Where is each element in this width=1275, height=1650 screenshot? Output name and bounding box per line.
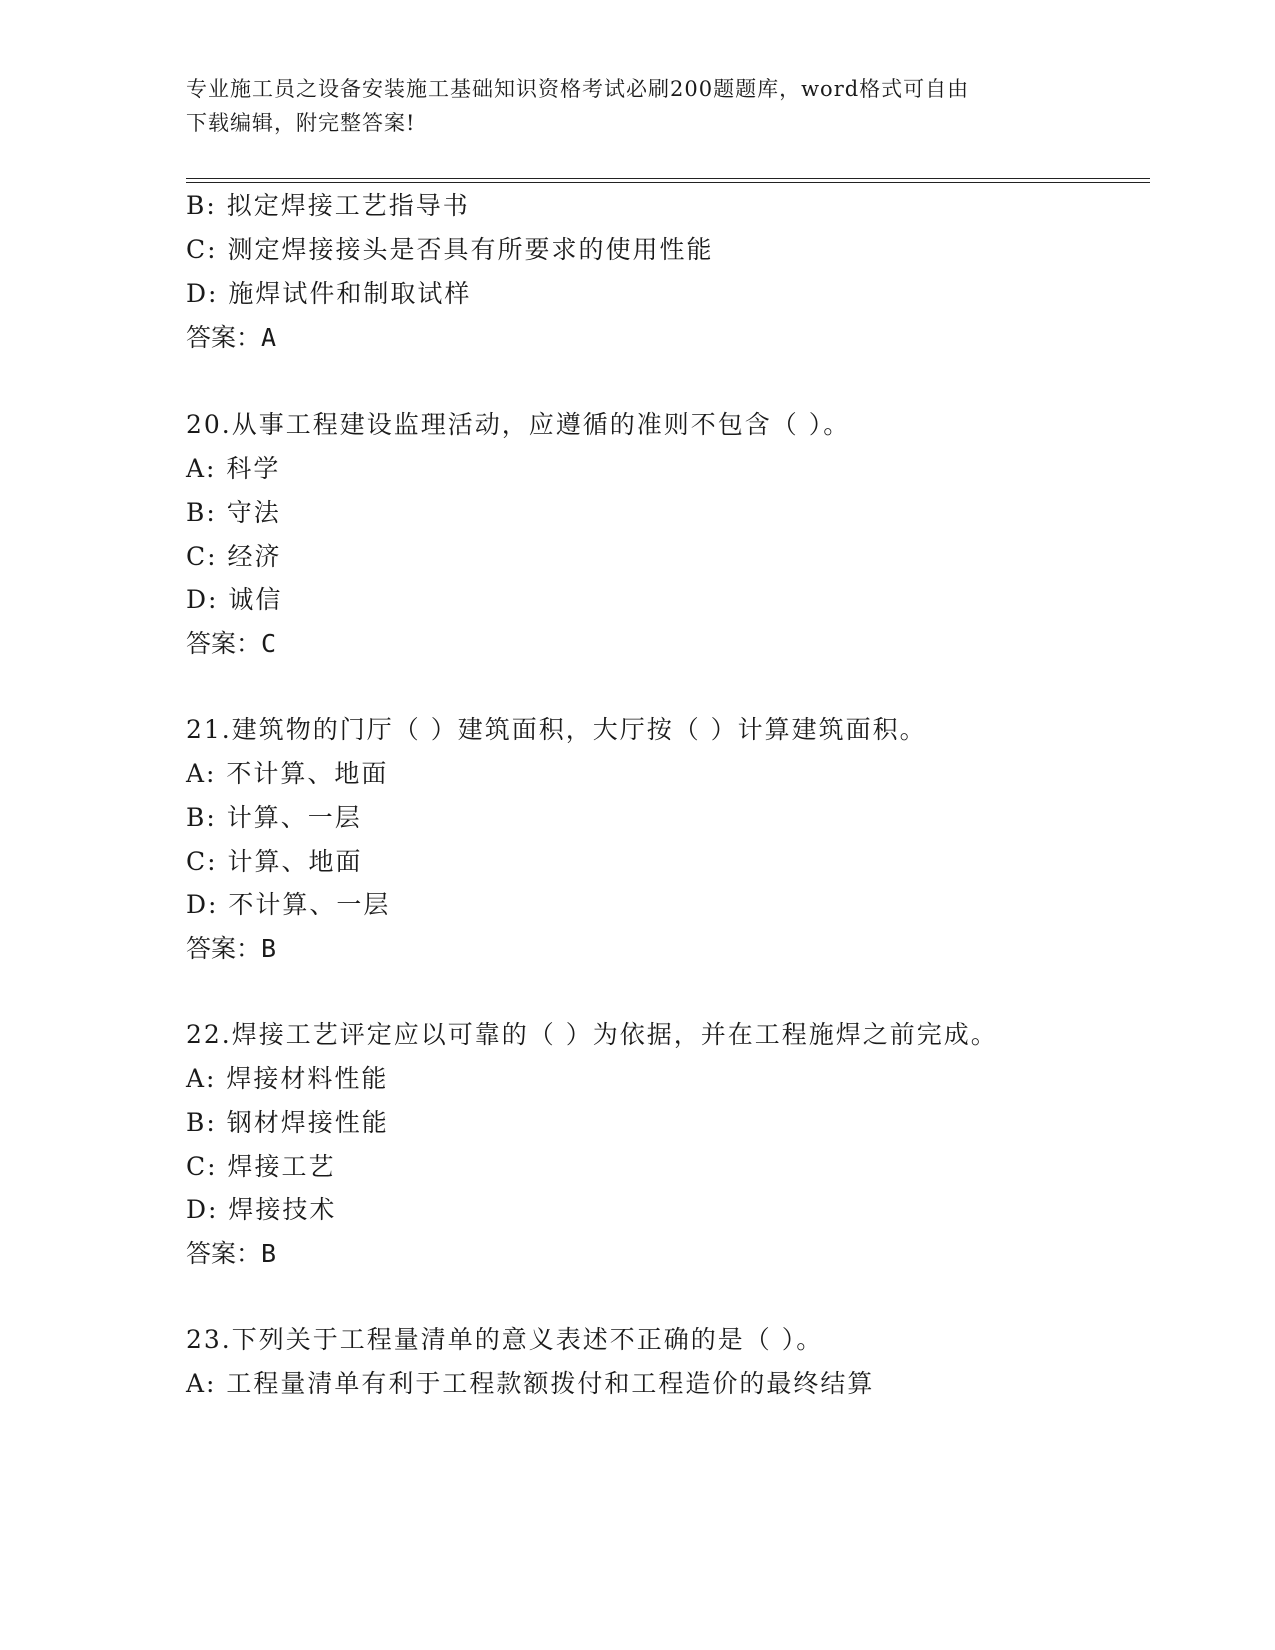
answer-value: B [261, 1239, 277, 1268]
answer-line [186, 624, 276, 660]
option-b: B: 拟定焊接工艺指导书 [186, 191, 470, 220]
document-header [186, 72, 1066, 140]
answer-line [186, 929, 276, 965]
header-title-line-1: 专业施工员之设备安装施工基础知识资格考试必刷200题题库，word格式可自由 [186, 77, 970, 101]
option-c: C: 焊接工艺 [186, 1152, 336, 1181]
question-stem: 21.建筑物的门厅（ ）建筑面积，大厅按（ ）计算建筑面积。 [186, 715, 927, 744]
answer-value: A [261, 323, 277, 352]
option-a: A: 焊接材料性能 [186, 1064, 389, 1093]
answer-label: 答案： [186, 934, 262, 963]
option-c: C: 测定焊接接头是否具有所要求的使用性能 [186, 235, 714, 264]
answer-label: 答案： [186, 323, 262, 352]
answer-label: 答案： [186, 1239, 262, 1268]
option-b: B: 守法 [186, 498, 281, 527]
option-a: A: 不计算、地面 [186, 759, 389, 788]
option-d: D: 不计算、一层 [186, 890, 391, 919]
option-d: D: 焊接技术 [186, 1195, 337, 1224]
header-divider [186, 178, 1150, 183]
question-stem: 22.焊接工艺评定应以可靠的（ ）为依据，并在工程施焊之前完成。 [186, 1020, 998, 1049]
option-d: D: 诚信 [186, 585, 283, 614]
answer-value: B [261, 934, 277, 963]
question-stem: 20.从事工程建设监理活动，应遵循的准则不包含（ ）。 [186, 410, 851, 439]
option-b: B: 钢材焊接性能 [186, 1108, 389, 1137]
option-c: C: 计算、地面 [186, 847, 363, 876]
option-a: A: 科学 [186, 454, 281, 483]
option-a: A: 工程量清单有利于工程款额拨付和工程造价的最终结算 [186, 1369, 875, 1398]
question-stem: 23.下列关于工程量清单的意义表述不正确的是（ ）。 [186, 1325, 824, 1354]
answer-line [186, 318, 276, 354]
option-b: B: 计算、一层 [186, 803, 362, 832]
answer-value: C [261, 629, 277, 658]
option-d: D: 施焊试件和制取试样 [186, 279, 472, 308]
answer-label: 答案： [186, 629, 262, 658]
answer-line [186, 1234, 276, 1270]
header-title-line-2: 下载编辑，附完整答案! [186, 111, 416, 135]
option-c: C: 经济 [186, 542, 282, 571]
